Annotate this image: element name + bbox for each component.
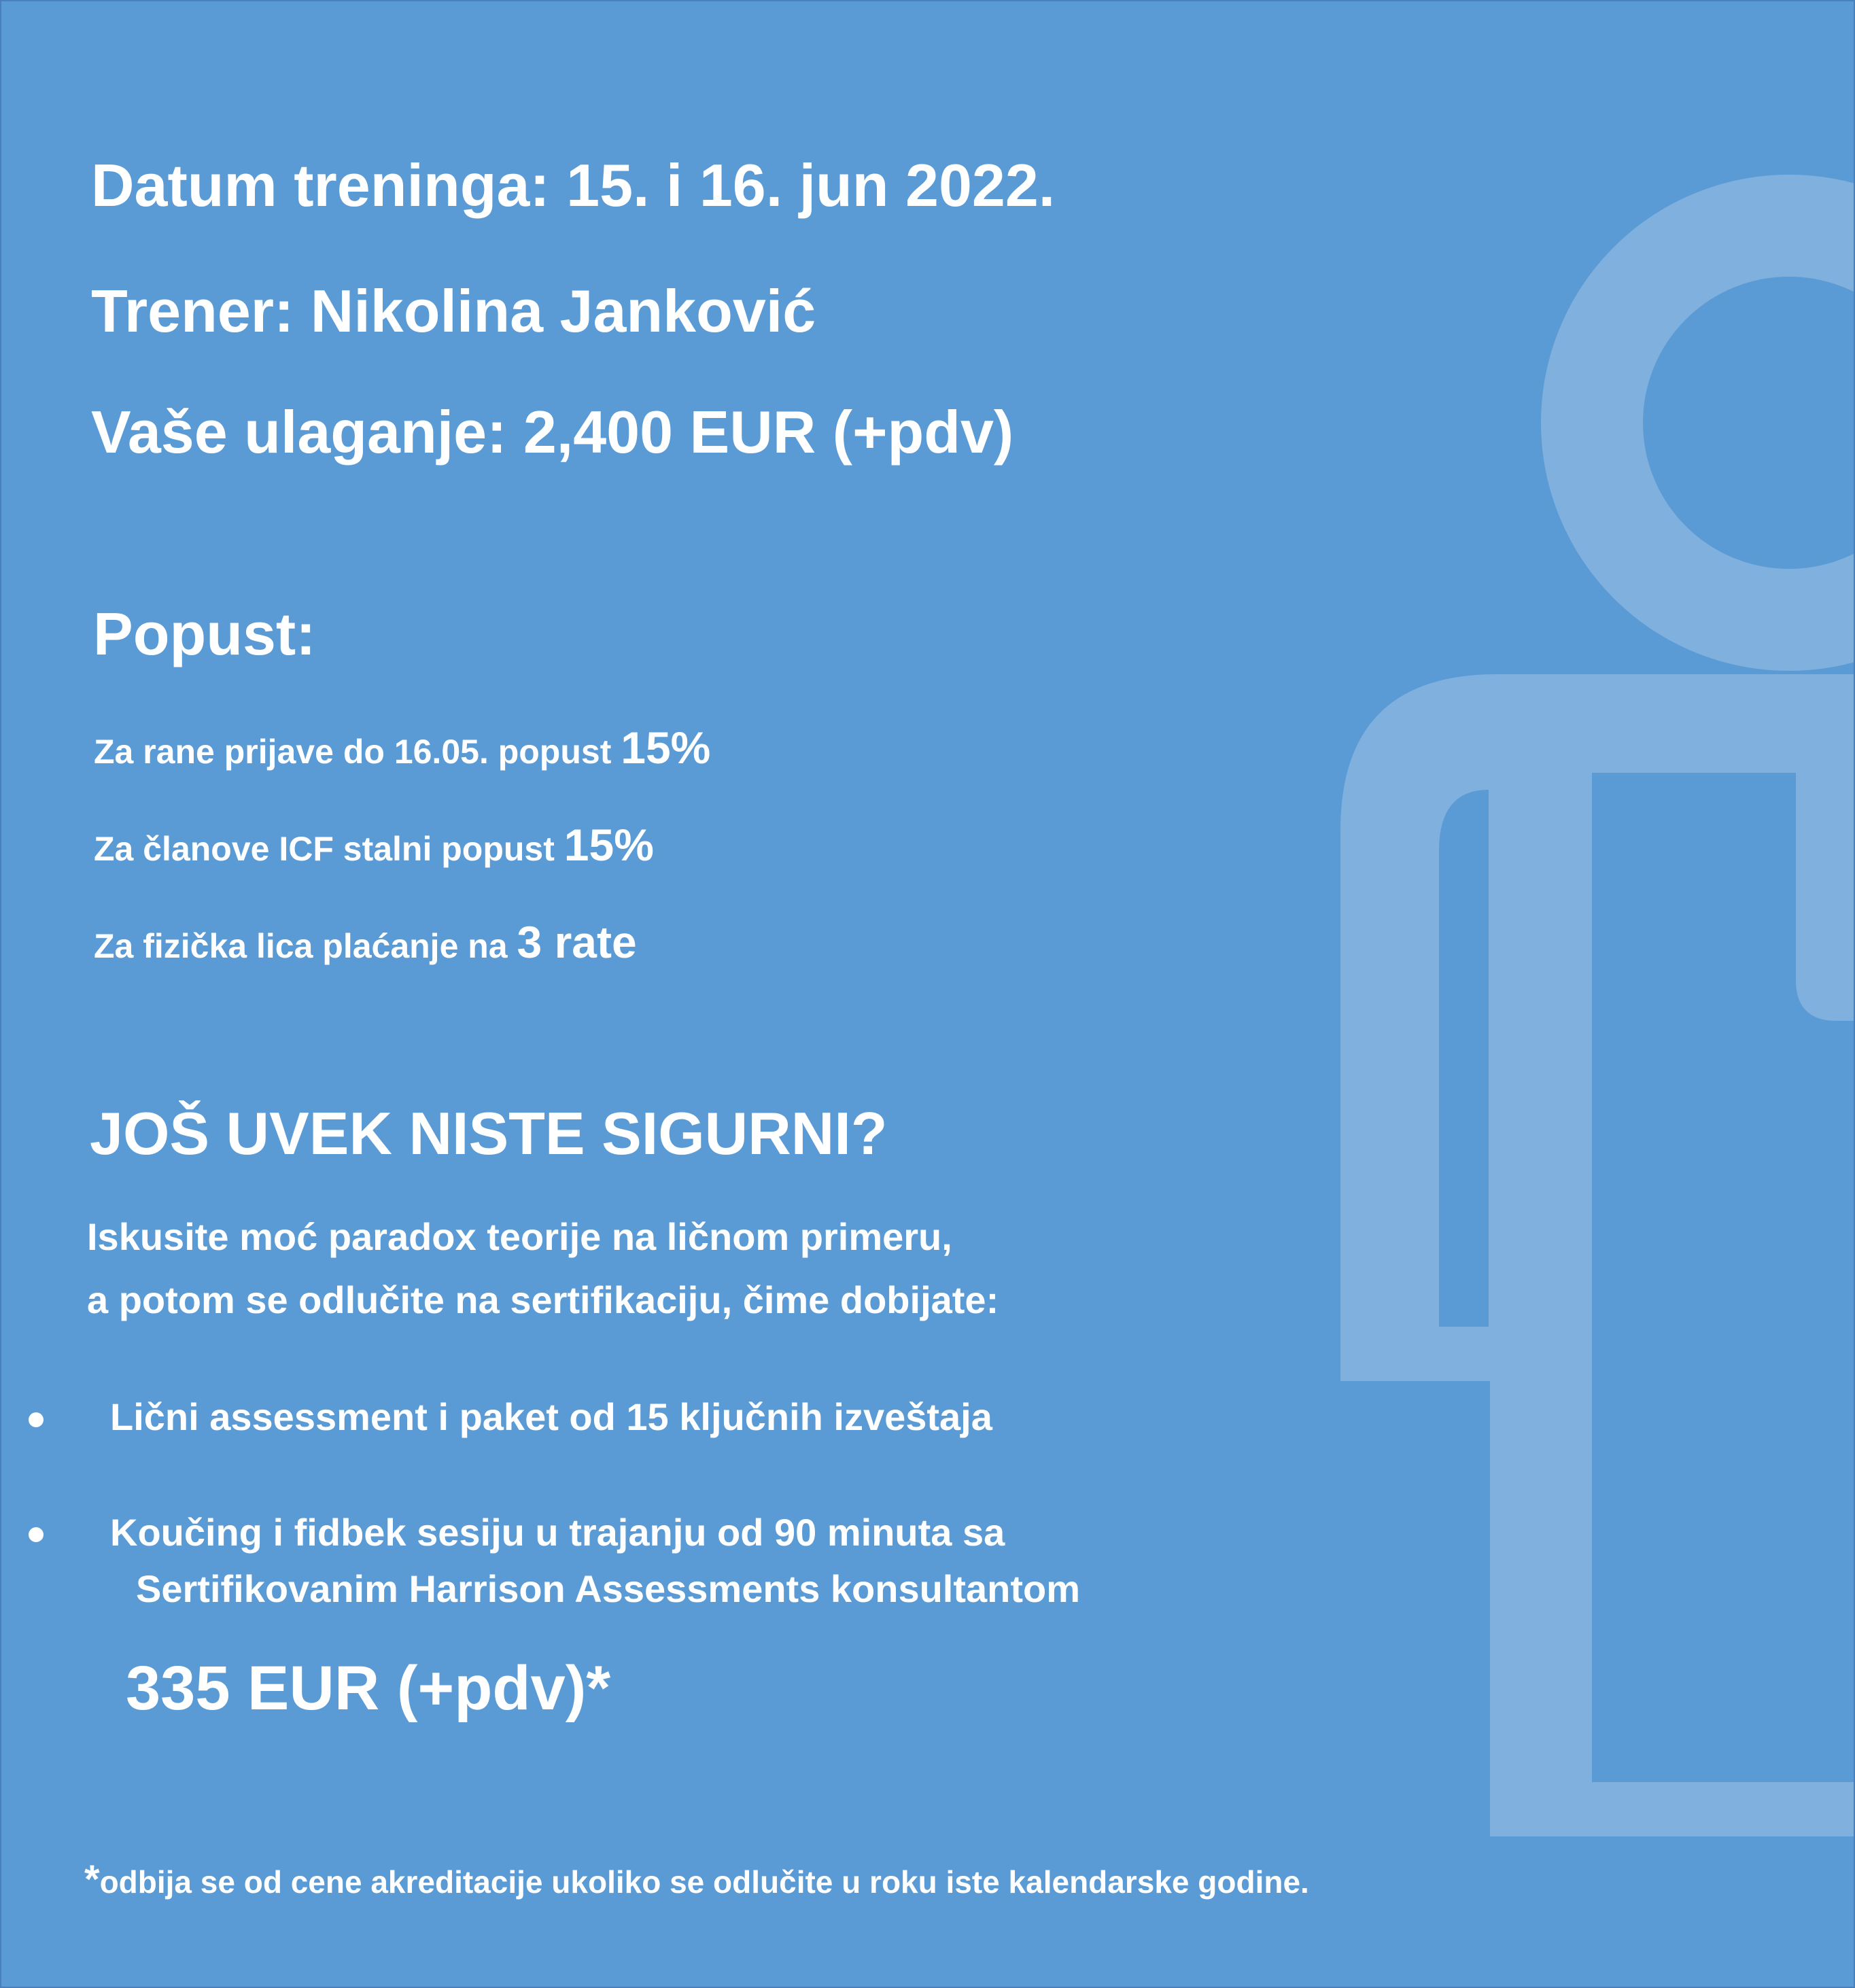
footnote [84, 1857, 1309, 1902]
footnote-text: odbija se od cene akreditacije ukoliko se odlučite u roku iste kalendarske godine. [99, 1864, 1309, 1900]
benefit-item-continued: Sertifikovanim Harrison Assessments konsultantom [136, 1567, 1081, 1610]
bullet-icon [29, 1527, 44, 1542]
unsure-title: JOŠ UVEK NISTE SIGURNI? [90, 1100, 888, 1167]
assessment-price: 335 EUR (+pdv)* [126, 1654, 611, 1723]
investment-price: Vaše ulaganje: 2,400 EUR (+pdv) [91, 398, 1014, 466]
intro-line: a potom se odlučite na sertifikaciju, čime dobijate: [87, 1278, 999, 1321]
discount-item-highlight: 15% [564, 820, 654, 870]
discount-title: Popust: [93, 600, 316, 667]
footnote-star: * [84, 1858, 100, 1902]
discount-item-text: Za fizička lica plaćanje na [94, 927, 508, 965]
training-date: Datum treninga: 15. i 16. jun 2022. [91, 152, 1056, 219]
discount-item-text: Za rane prijave do 16.05. popust [94, 733, 612, 771]
trainer-name: Trener: Nikolina Janković [91, 277, 816, 345]
benefit-item: Lični assessment i paket od 15 ključnih izveštaja [110, 1395, 992, 1438]
discount-item [94, 916, 637, 968]
intro-line: Iskusite moć paradox teorije na ličnom primeru, [87, 1215, 952, 1258]
benefit-item: Koučing i fidbek sesiju u trajanju od 90 minuta sa [110, 1511, 1005, 1554]
bullet-icon [29, 1412, 44, 1427]
discount-item-highlight: 3 rate [517, 917, 637, 967]
discount-item [94, 722, 710, 773]
discount-item-highlight: 15% [621, 722, 711, 773]
discount-item [94, 819, 654, 871]
discount-item-text: Za članove ICF stalni popust [94, 830, 555, 868]
